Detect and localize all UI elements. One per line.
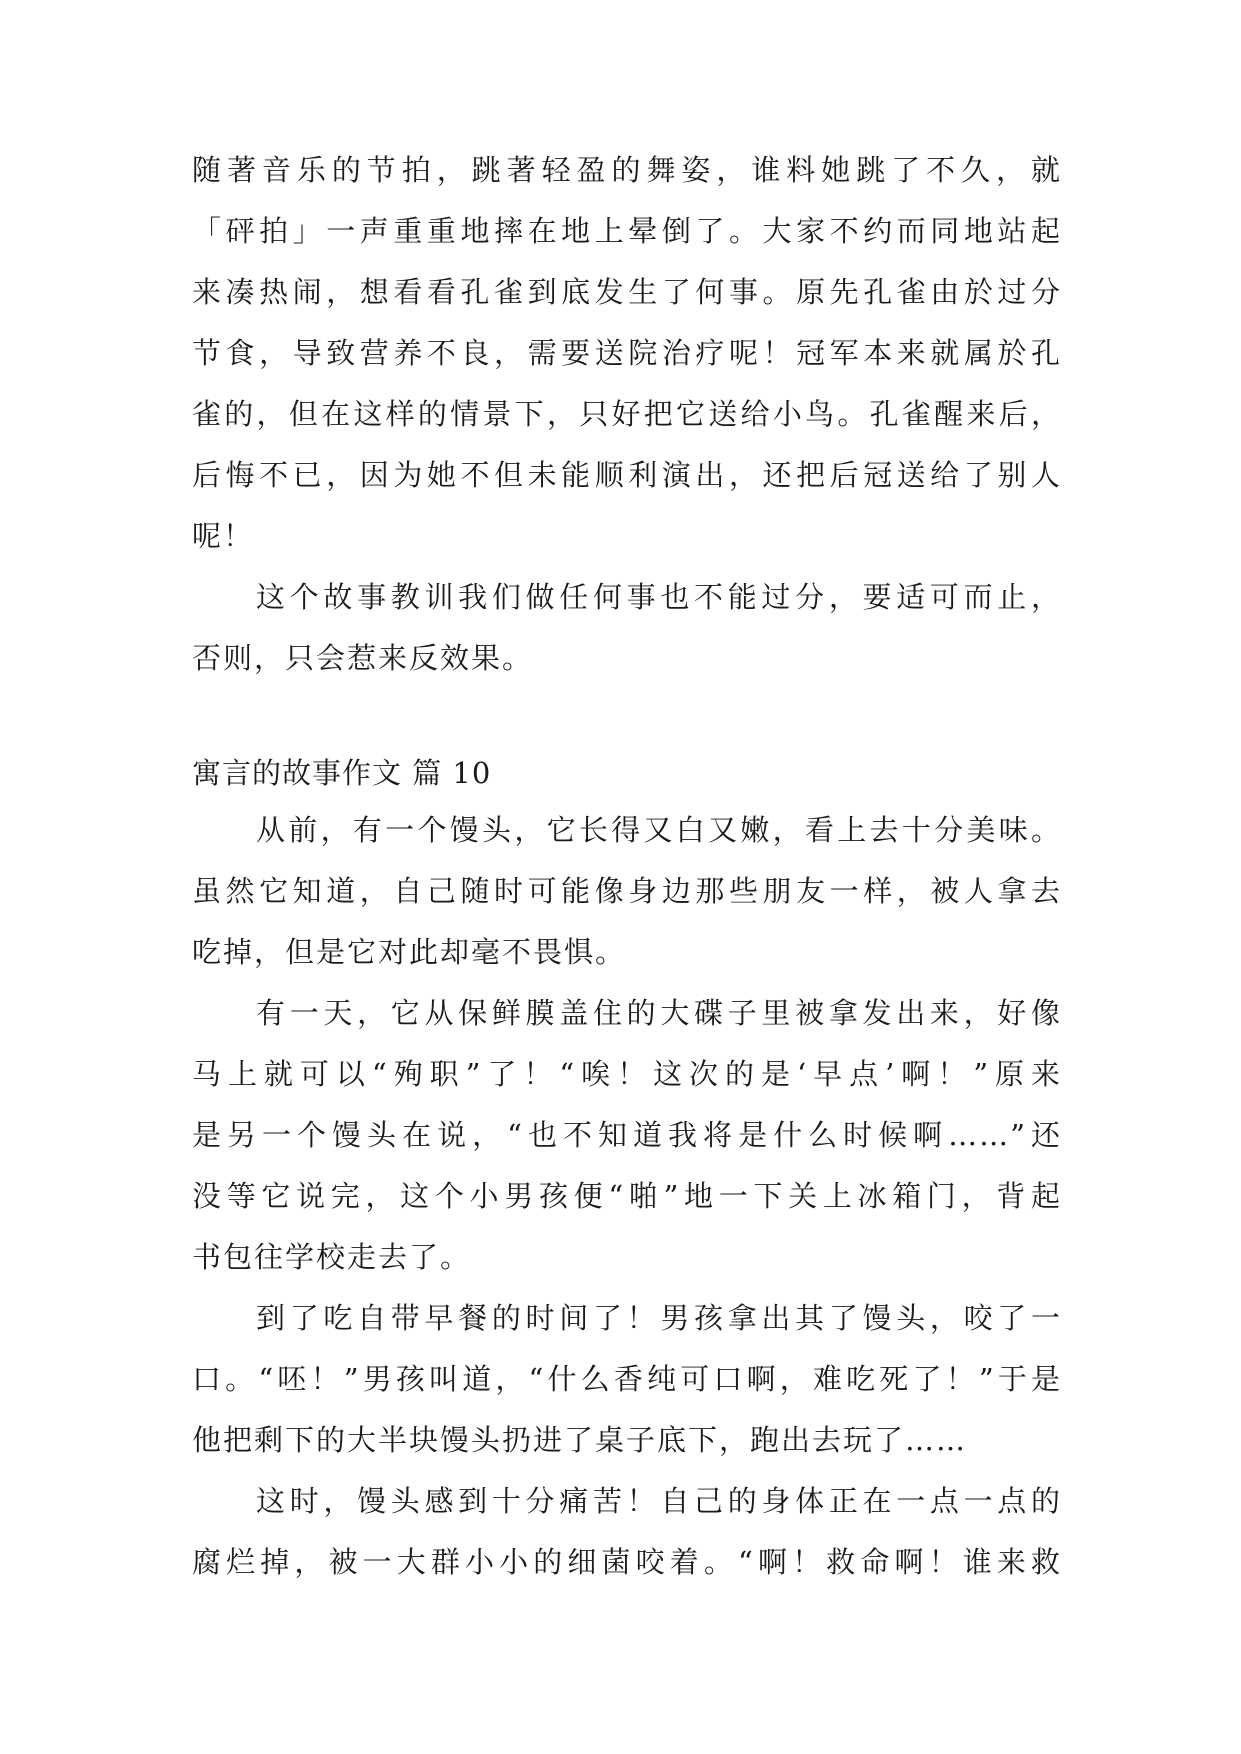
paragraph-line: 吃掉，但是它对此却毫不畏惧。 xyxy=(192,935,627,969)
paragraph-line: 有一天，它从保鲜膜盖住的大碟子里被拿发出来，好像 xyxy=(256,996,1062,1030)
paragraph-line: 这时，馒头感到十分痛苦！自己的身体正在一点一点的 xyxy=(256,1484,1062,1518)
paragraph-line: 节食，导致营养不良，需要送院治疗呢！冠军本来就属於孔 xyxy=(192,336,1062,370)
paragraph-line: 来凑热闹，想看看孔雀到底发生了何事。原先孔雀由於过分 xyxy=(192,275,1062,309)
paragraph-line: 书包往学校走去了。 xyxy=(192,1240,472,1274)
paragraph-line: 腐烂掉，被一大群小小的细菌咬着。“啊！救命啊！谁来救 xyxy=(192,1545,1062,1579)
section-heading: 寓言的故事作文 篇 10 xyxy=(192,756,492,790)
paragraph-line: 口。“呸！”男孩叫道，“什么香纯可口啊，难吃死了！”于是 xyxy=(192,1362,1062,1396)
paragraph-line: 否则，只会惹来反效果。 xyxy=(192,641,534,675)
paragraph-line: 没等它说完，这个小男孩便“啪”地一下关上冰箱门，背起 xyxy=(192,1179,1062,1213)
paragraph-line: 从前，有一个馒头，它长得又白又嫩，看上去十分美味。 xyxy=(256,813,1062,847)
paragraph-line: 雀的，但在这样的情景下，只好把它送给小鸟。孔雀醒来后， xyxy=(192,397,1062,431)
paragraph-line: 后悔不已，因为她不但未能顺利演出，还把后冠送给了别人 xyxy=(192,458,1062,492)
paragraph-line: 「砰拍」一声重重地摔在地上晕倒了。大家不约而同地站起 xyxy=(192,214,1062,248)
paragraph-line: 随著音乐的节拍，跳著轻盈的舞姿，谁料她跳了不久，就 xyxy=(192,153,1062,187)
paragraph-line: 这个故事教训我们做任何事也不能过分，要适可而止， xyxy=(256,580,1062,614)
paragraph-line: 他把剩下的大半块馒头扔进了桌子底下，跑出去玩了…… xyxy=(192,1423,968,1457)
paragraph-line: 到了吃自带早餐的时间了！男孩拿出其了馒头，咬了一 xyxy=(256,1301,1062,1335)
paragraph-line: 呢！ xyxy=(192,519,255,553)
paragraph-line: 马上就可以“殉职”了！“唉！这次的是‘早点’啊！”原来 xyxy=(192,1057,1062,1091)
paragraph-line: 虽然它知道，自己随时可能像身边那些朋友一样，被人拿去 xyxy=(192,874,1062,908)
paragraph-line: 是另一个馒头在说，“也不知道我将是什么时候啊……”还 xyxy=(192,1118,1062,1152)
